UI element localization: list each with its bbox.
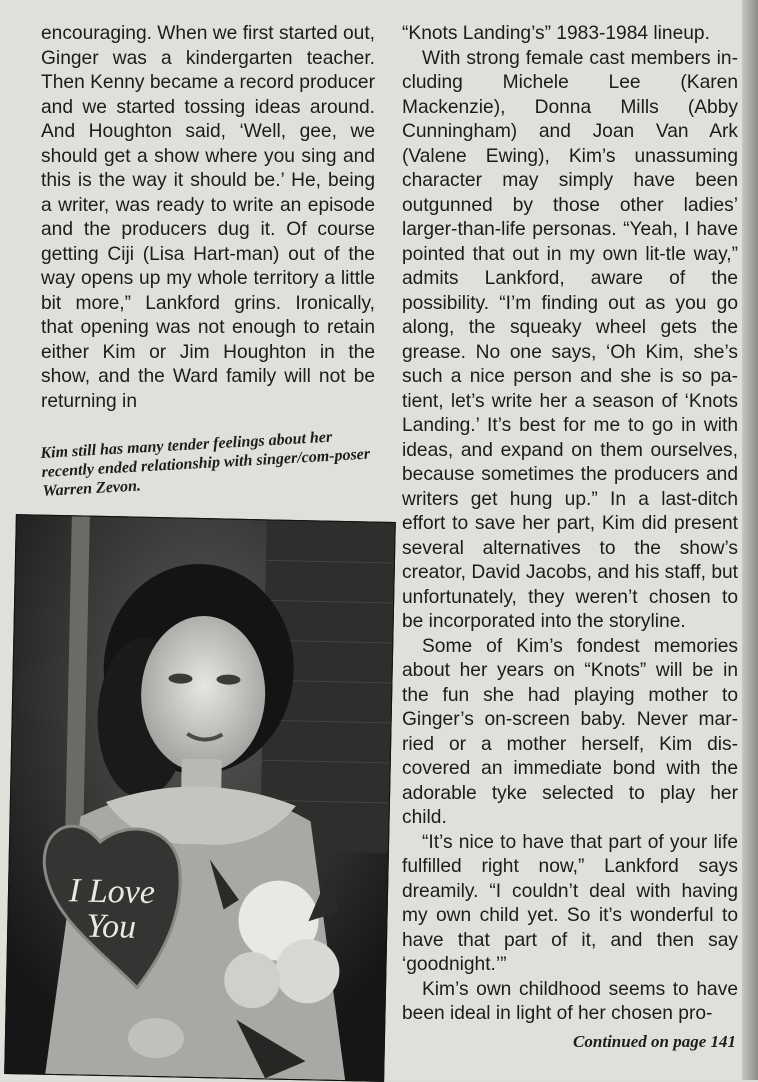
continued-notice: Continued on page 141 <box>573 1032 736 1051</box>
photo-caption: Kim still has many tender feelings about her recently ended relationship with singer/com-poser Warren Zevon. <box>40 428 371 500</box>
body-paragraph: With strong female cast members in-cluding Michele Lee (Karen Mackenzie), Donna Mills (Abby Cunningham) and Joan Van Ark (Valene Ewing), Kim’s unassuming character may simply have been outgunned by those other ladies’ larger-than-life personas. “Yeah, I have pointed that out in my own lit-tle way,” admits Lankford, aware of the possibility. “I’m finding out as you go along, the squeaky wheel gets the grease. No one says, ‘Oh Kim, she’s such a nice person and she is so pa-tient, let’s write her a season of ‘Knots Landing.’ It’s best for me to go in with ideas, and expand on them ourselves, because sometimes the producers and writers get hung up.” In a last-ditch effort to save her part, Kim did present several alternatives to the show’s creator, David Jacobs, and his staff, but unfortunately, they weren’t chosen to be incorporated into the storyline. <box>402 47 738 632</box>
portrait-photo <box>4 514 396 1082</box>
balloon-text-line1: I Love <box>68 872 156 912</box>
body-paragraph: “It’s nice to have that part of your life fulfilled right now,” Lankford says dreamily. “I couldn’t deal with having my own child yet. So it’s wonderful to have that part of it, and then say ‘goodnight.’” <box>402 831 738 975</box>
page-edge <box>742 0 758 1080</box>
left-column <box>41 22 375 414</box>
body-paragraph: “Knots Landing’s” 1983-1984 lineup. <box>402 23 710 44</box>
body-paragraph: encouraging. When we first started out, Ginger was a kindergarten teacher. Then Kenny became a record producer and we started tossing ideas around. And Houghton said, ‘Well, gee, we should get a show where you sing and this is the way it should be.’ He, being a writer, was ready to write an episode and the producers dug it. Of course getting Ciji (Lisa Hart-man) out of the way opens up my whole territory a little bit more,” Lankford grins. Ironically, that opening was not enough to retain either Kim or Jim Houghton in the show, and the Ward family will not be returning in <box>41 23 375 412</box>
right-column <box>402 22 738 1027</box>
balloon-text-line2: You <box>85 907 137 946</box>
body-paragraph: Some of Kim’s fondest memories about her years on “Knots” will be in the fun she had playing mother to Ginger’s on-screen baby. Never mar-ried or a mother herself, Kim dis-covered an immediate bond with the adorable tyke selected to play her child. <box>402 635 738 828</box>
portrait-illustration <box>5 515 395 1081</box>
body-paragraph: Kim’s own childhood seems to have been ideal in light of her chosen pro- <box>402 978 738 1024</box>
